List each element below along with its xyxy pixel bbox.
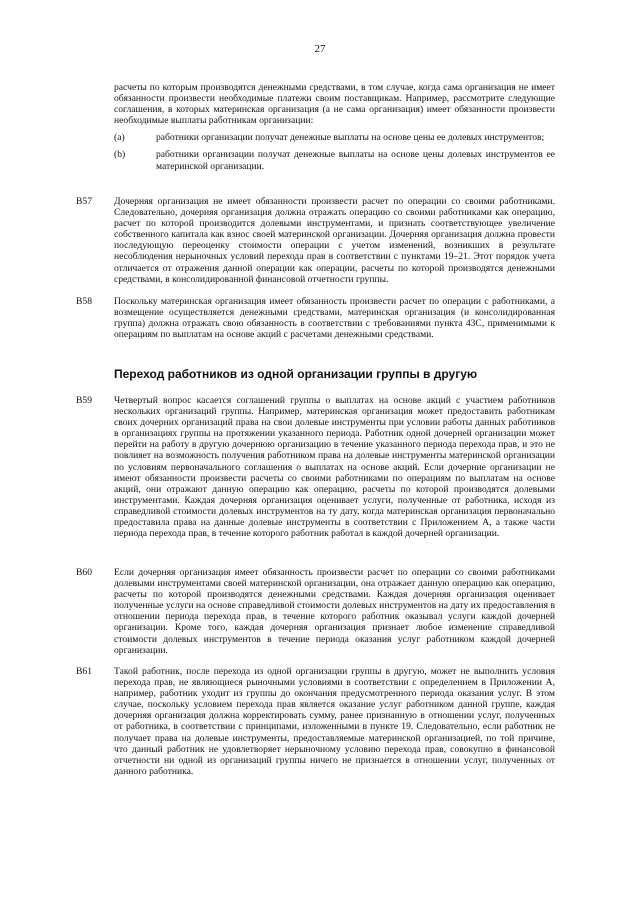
paragraph-number: B59 [76,395,92,406]
list-item-a [114,132,555,143]
paragraph-b61 [76,666,555,777]
intro-block [114,82,555,178]
list-marker: (b) [114,149,126,161]
list-text: работники организации получат денежные выплаты на основе цены ее долевых инструментов; [156,132,545,144]
page-number: 27 [314,43,326,55]
paragraph-number: B57 [76,196,92,207]
intro-list [114,132,555,171]
paragraph-text: Четвертый вопрос касается соглашений группы о выплатах на основе акций с участием работников нескольких организаций группы. Например, материнская организация может предоставить работникам своих дочерних организаций права на свои долевые инструменты при условии работы данных работников в организациях группы на протяжении указанного периода. Работник одной дочерней организации может перейти на работу в другую дочернюю организацию в течение указанного периода перехода прав, и это не повлияет на возможность получения работником права на долевые инструменты материнской организации по условиям первоначального соглашения о выплатах на основе акций. Если дочерние организации не имеют обязанности произвести расчеты со своими работниками по операциям по выплатам на основе акций, они отражают данную операцию как операцию, расчеты по которой производятся долевыми инструментами. Каждая дочерняя организация оценивает услуги, полученные от работника, исходя из справедливой стоимости долевых инструментов на ту дату, когда материнская организация первоначально предоставила права на данные долевые инструменты в соответствии с Приложением A, а также части периода перехода прав, в течение которого работник работал в каждой дочерней организации. [114,395,555,540]
paragraph-b59 [76,395,555,539]
paragraph-number: B60 [76,567,92,578]
paragraph-number: B61 [76,666,92,677]
list-marker: (a) [114,132,125,144]
list-text: работники организации получат денежные выплаты на основе цены долевых инструментов ее материнской организации. [156,149,555,172]
paragraph-text: Дочерняя организация не имеет обязанности произвести расчет по операции со своими работниками. Следовательно, дочерняя организация должна отражать операцию со своими работниками как операцию, расчет по которой производится долевыми инструментами, и признать соответствующее увеличение собственного капитала как взнос своей материнской организации. Дочерняя организация должна провести последующую переоценку стоимости операции с учетом изменений, возникших в результате несоблюдения нерыночных условий перехода прав в соответствии с пунктами 19–21. Этот порядок учета отличается от отражения данной операции как операции, расчеты по которой производятся денежными средствами, в консолидированной финансовой отчетности группы. [114,196,555,285]
paragraph-b58 [76,296,555,340]
section-heading: Переход работников из одной организации группы в другую [114,367,478,381]
paragraph-b60 [76,567,555,656]
list-item-b [114,149,555,171]
paragraph-text: Такой работник, после перехода из одной организации группы в другую, может не выполнить условия перехода прав, не являющиеся рыночными условиями в соответствии с определением в Приложении A, например, работник уходит из группы до окончания предусмотренного периода оказания услуг. В этом случае, поскольку условием перехода прав является оказание услуг работником данной группе, каждая дочерняя организация должна корректировать сумму, ранее признанную в отношении услуг, полученных от работника, в соответствии с принципами, изложенными в пункте 19. Следовательно, если работник не получает права на долевые инструменты, предоставляемые материнской организацией, по той причине, что данный работник не удовлетворяет нерыночному условию перехода прав, совокупно в финансовой отчетности ни одной из организаций группы ничего не признается в отношении услуг, полученных от данного работника. [114,666,555,777]
paragraph-b57 [76,196,555,285]
paragraph-text: Если дочерняя организация имеет обязанность произвести расчет по операции со своими работниками долевыми инструментами своей материнской организации, она отражает данную операцию как операцию, расчеты по которой производятся денежными средствами. Каждая дочерняя организация оценивает полученные услуги на основе справедливой стоимости долевых инструментов на дату их предоставления в отношении периода перехода прав, в течение которого работник оказывал услуги каждой дочерней организации. Кроме того, каждая дочерняя организация признает любое изменение справедливой стоимости долевых инструментов в течение периода оказания услуг работником каждой дочерней организации. [114,567,555,656]
intro-paragraph: расчеты по которым производятся денежными средствами, в том случае, когда сама организация не имеет обязанности произвести необходимые платежи своим поставщикам. Например, рассмотрите следующие соглашения, в которых материнская организация (а не сама организация) имеет обязанности произвести необходимые выплаты работникам организации: [114,82,555,127]
paragraph-number: B58 [76,296,92,307]
paragraph-text: Поскольку материнская организация имеет обязанность произвести расчет по операции с работниками, а возмещение осуществляется денежными средствами, материнская организация (и консолидированная группа) должна отражать свою обязанность в соответствии с требованиями пункта 43C, применимыми к операциям по выплатам на основе акций с расчетами денежными средствами. [114,296,555,341]
